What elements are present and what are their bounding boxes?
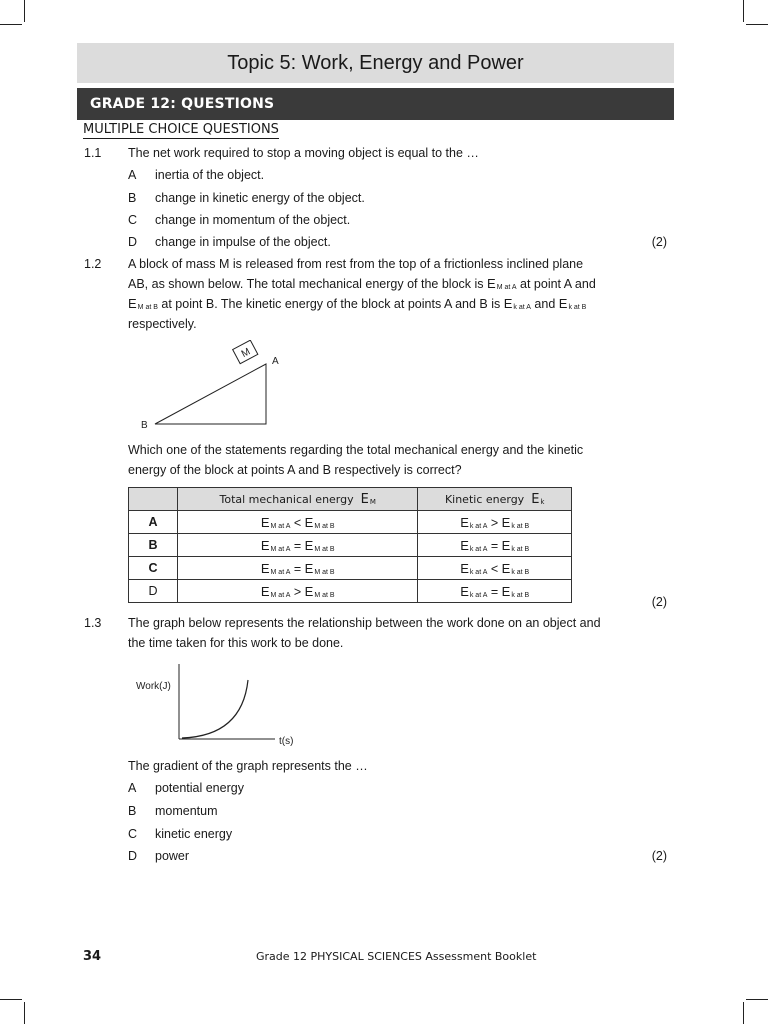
energy-symbol: E: [501, 514, 511, 530]
row-letter: D: [129, 580, 178, 603]
question-stem: The gradient of the graph represents the …: [128, 759, 368, 773]
energy-symbol: E: [501, 537, 511, 553]
relation: >: [490, 515, 499, 530]
subscript: k at B: [511, 545, 530, 553]
table-header-total: [178, 488, 418, 511]
row-letter: B: [129, 534, 178, 557]
energy-symbol: E: [487, 276, 496, 291]
subscript: k at A: [469, 591, 488, 599]
option-text: kinetic energy: [155, 827, 233, 841]
question-text-part: AB, as shown below. The total mechanical energy of the block is: [128, 277, 484, 291]
relation: <: [490, 561, 499, 576]
question-text: [128, 276, 596, 296]
question-text: the time taken for this work to be done.: [128, 636, 344, 650]
kin-cell: [418, 557, 572, 580]
incline-triangle: [155, 364, 266, 424]
energy-symbol: E: [531, 491, 540, 507]
relation: <: [293, 515, 302, 530]
option-letter: B: [128, 191, 137, 205]
mech-cell: [178, 580, 418, 603]
option-letter: D: [128, 235, 138, 249]
relation: =: [490, 584, 499, 599]
energy-symbol: E: [260, 514, 270, 530]
energy-symbol: E: [260, 560, 270, 576]
question-number: 1.1: [84, 146, 102, 160]
work-time-graph: [130, 660, 310, 755]
subscript: M at A: [270, 568, 291, 576]
mass-label: M: [239, 346, 253, 361]
marks: (2): [651, 849, 667, 863]
energy-symbol: E: [460, 537, 469, 553]
subscript: M: [369, 497, 376, 506]
option-text: inertia of the object.: [155, 168, 265, 182]
question-text: energy of the block at points A and B respectively is correct?: [128, 463, 462, 477]
question-text: respectively.: [128, 317, 197, 331]
mech-cell: [178, 557, 418, 580]
energy-symbol: E: [304, 560, 314, 576]
energy-symbol: E: [260, 537, 270, 553]
question-text-part: at point B. The kinetic energy of the block at points A and B is: [161, 297, 501, 311]
subscript: M at A: [270, 591, 291, 599]
crop-mark: [743, 1002, 744, 1024]
option-text: change in momentum of the object.: [155, 213, 351, 227]
energy-symbol: E: [558, 296, 568, 311]
question-text: Which one of the statements regarding the total mechanical energy and the kinetic: [128, 443, 584, 457]
question-number: 1.3: [84, 616, 102, 630]
option-text: momentum: [155, 804, 218, 818]
option-text: power: [155, 849, 190, 863]
table-row: [129, 511, 572, 534]
energy-symbol: E: [503, 296, 513, 311]
table-row: [129, 580, 572, 603]
question-number: 1.2: [84, 257, 102, 271]
marks: (2): [651, 235, 667, 249]
energy-symbol: E: [360, 491, 369, 507]
energy-symbol: E: [460, 514, 469, 530]
work-curve: [182, 680, 248, 738]
table-header-row: [129, 488, 572, 511]
relation: >: [293, 584, 302, 599]
question-text: [128, 296, 586, 316]
row-letter: A: [129, 511, 178, 534]
crop-mark: [24, 0, 25, 22]
incline-diagram: [135, 340, 295, 435]
question-text-part: at point A and: [520, 277, 596, 291]
subscript: k: [540, 497, 545, 506]
subscript: k at B: [568, 304, 587, 311]
option-letter: C: [128, 213, 138, 227]
question-text: A block of mass M is released from rest from the top of a frictionless inclined plane: [128, 257, 584, 271]
option-letter: D: [128, 849, 138, 863]
crop-mark: [24, 1002, 25, 1024]
option-text: change in impulse of the object.: [155, 235, 331, 249]
subscript: M at B: [314, 591, 335, 599]
point-a-label: A: [272, 356, 279, 367]
energy-symbol: E: [501, 560, 511, 576]
question-stem: The net work required to stop a moving object is equal to the …: [128, 146, 479, 160]
subscript: M at A: [496, 284, 517, 291]
table-row: [129, 534, 572, 557]
subscript: k at B: [511, 568, 530, 576]
subscript: k at B: [511, 522, 530, 530]
grade-banner: GRADE 12: QUESTIONS: [77, 88, 674, 120]
relation: =: [490, 538, 499, 553]
question-text: The graph below represents the relationship between the work done on an object and: [128, 616, 601, 630]
energy-symbol: E: [260, 583, 270, 599]
crop-mark: [0, 999, 22, 1000]
header-kinetic-label: Kinetic energy: [444, 492, 525, 506]
row-letter: C: [129, 557, 178, 580]
booklet-title: Grade 12 PHYSICAL SCIENCES Assessment Booklet: [256, 950, 537, 963]
subscript: k at A: [513, 304, 531, 311]
energy-symbol: E: [304, 537, 314, 553]
subscript: M at A: [270, 522, 291, 530]
subscript: M at B: [314, 545, 335, 553]
y-axis-label: Work(J): [136, 681, 171, 692]
subscript: k at A: [469, 522, 488, 530]
energy-symbol: E: [128, 296, 137, 311]
section-heading: MULTIPLE CHOICE QUESTIONS: [83, 122, 279, 137]
table-header-blank: [129, 488, 178, 511]
energy-symbol: E: [304, 514, 314, 530]
mech-cell: [178, 534, 418, 557]
option-letter: C: [128, 827, 138, 841]
table-header-kinetic: [418, 488, 572, 511]
point-b-label: B: [141, 420, 148, 431]
crop-mark: [743, 0, 744, 22]
option-letter: A: [128, 781, 137, 795]
question-text-part: and: [534, 297, 556, 311]
answer-table: [128, 487, 572, 603]
header-total-label: Total mechanical energy: [219, 492, 354, 506]
marks: (2): [651, 595, 667, 609]
subscript: k at A: [469, 568, 488, 576]
subscript: M at B: [314, 522, 335, 530]
mech-cell: [178, 511, 418, 534]
crop-mark: [0, 24, 22, 25]
option-letter: A: [128, 168, 137, 182]
crop-mark: [746, 999, 768, 1000]
page-number: 34: [83, 949, 102, 964]
table-row: [129, 557, 572, 580]
subscript: k at A: [469, 545, 488, 553]
option-letter: B: [128, 804, 137, 818]
option-text: potential energy: [155, 781, 244, 795]
energy-symbol: E: [304, 583, 314, 599]
x-axis-label: t(s): [279, 736, 294, 747]
relation: =: [293, 561, 302, 576]
subscript: M at A: [270, 545, 291, 553]
subscript: M at B: [314, 568, 335, 576]
subscript: k at B: [511, 591, 530, 599]
subscript: M at B: [137, 304, 158, 311]
kin-cell: [418, 511, 572, 534]
relation: =: [293, 538, 302, 553]
energy-symbol: E: [501, 583, 511, 599]
energy-symbol: E: [460, 560, 469, 576]
kin-cell: [418, 580, 572, 603]
kin-cell: [418, 534, 572, 557]
option-text: change in kinetic energy of the object.: [155, 191, 365, 205]
topic-title: Topic 5: Work, Energy and Power: [77, 43, 674, 83]
energy-symbol: E: [460, 583, 469, 599]
crop-mark: [746, 24, 768, 25]
